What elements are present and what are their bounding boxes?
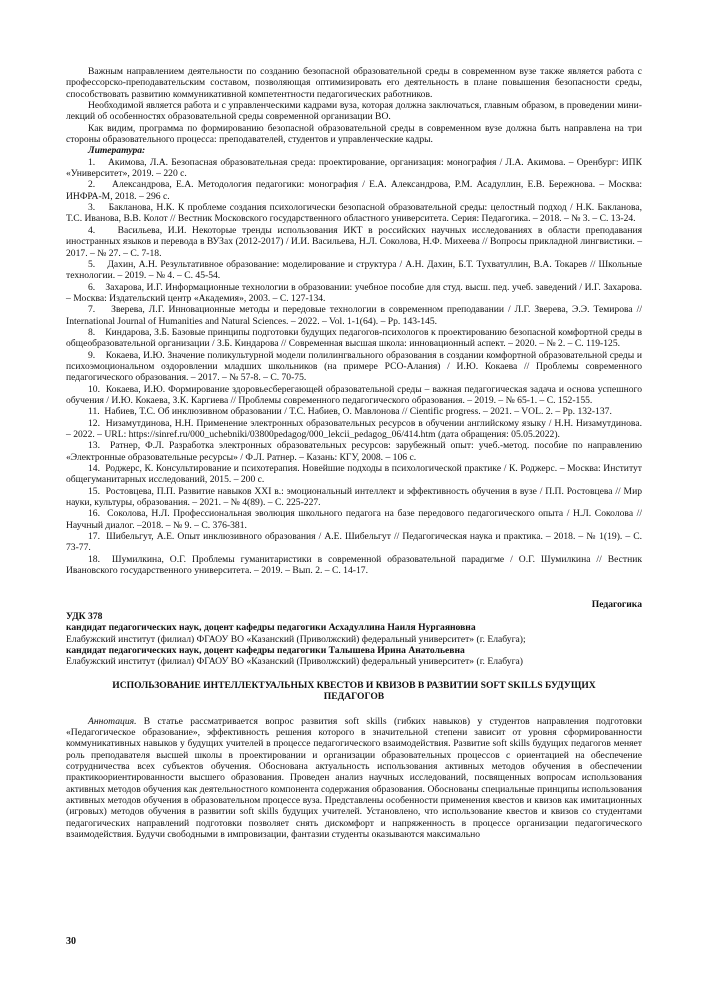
reference-item: 14. Роджерс, К. Консультирование и психотерапия. Новейшие подходы в психологической практике / К. Роджерс. – Москва: Институт общегуманитарных исследований, 2015. – 200 с.	[66, 463, 642, 486]
reference-item: 4. Васильева, И.И. Некоторые тренды использования ИКТ в российских научных исследованиях в области преподавания иностранных языков и перевода в ВУЗах (2012-2017) / И.И. Васильева, Н.Л. Соколова, Н.Ф. Михеева // Вопросы прикладной лингвистики. – 2017. – № 27. – С. 7-18.	[66, 224, 642, 259]
reference-item: 16. Соколова, Н.Л. Профессиональная эволюция школьного педагога на базе передового педагогического опыта / Н.Л. Соколова // Научный диалог. –2018. – № 9. – С. 376-381.	[66, 508, 642, 531]
abstract-text: В статье рассматривается вопрос развития soft skills (гибких навыков) у студентов направления подготовки «Педагогическое образование», эффективность решения которого в значительной степени зависит от уровня сформированности коммуникативных навыков у будущих учителей в процессе педагогического взаимодействия. Развитие soft skills будущих педагогов меняет роль преподавателя высшей школы в проектировании и организации образовательных процессов с ориентацией на обеспечение сотрудничества всех субъектов обучения. Обоснована актуальность использования активных методов обучения в обеспечении практикоориентированности высшего образования. Проведен анализ научных исследований, посвященных вопросам использования активных методов обучения как деятельностного компонента содержания образования. Обоснованы специальные принципы использования активных методов обучения в образовательном процессе вуза. Представлены особенности применения квестов и квизов как имитационных (игровых) методов обучения в развитии soft skills будущих учителей. Установлено, что использование квестов и квизов со студентами педагогических направлений подготовки позволяет снять дискомфорт и напряженность в процессе организации педагогического взаимодействия. Будучи свободными в импровизации, фантазии студенты оказываются максимально	[66, 715, 642, 841]
intro-paragraph: Важным направлением деятельности по созданию безопасной образовательной среды в современном вузе также является работа с профессорско-преподавательским составом, позволяющая оптимизировать его деятельность в плане повышения безопасности среды, способствовать развитию коммуникативной компетентности педагогических работников.	[66, 66, 642, 100]
intro-paragraph: Необходимой является работа и с управленческими кадрами вуза, которая должна заключаться, главным образом, в проведении мини-лекций об особенностях образовательной среды современной организации ВО.	[66, 100, 642, 123]
reference-item: 15. Ростовцева, П.П. Развитие навыков XXI в.: эмоциональный интеллект и эффективность обучения в вузе / П.П. Ростовцева // Мир науки, культуры, образования. – 2021. – № 4(89). – С. 225-227.	[66, 485, 642, 509]
reference-item: 6. Захарова, И.Г. Информационные технологии в образовании: учебное пособие для студ. высш. пед. учеб. заведений / И.Г. Захарова. – Москва: Издательский центр «Академия», 2003. – С. 127-134.	[66, 281, 642, 304]
page-body	[66, 66, 642, 841]
reference-item: 13. Ратнер, Ф.Л. Разработка электронных образовательных ресурсов: зарубежный опыт: учеб.-метод. пособие по направлению «Электронные образовательные ресурсы» / Ф.Л. Ратнер. – Казань: КГУ, 2008. – 106 с.	[66, 440, 642, 463]
author-affiliation: Елабужский институт (филиал) ФГАОУ ВО «Казанский (Приволжский) федеральный университет» (г. Елабуга)	[66, 656, 523, 668]
reference-item: 12. Низамутдинова, Н.Н. Применение электронных образовательных ресурсов в обучении английскому языку / Н.Н. Низамутдинова. – 2022. – URL: https://sinref.ru/000_uchebniki/03800pedagog/000_lekcii_pedagog_06/414.htm (дата обращения: 05.05.2022).	[66, 417, 642, 440]
author-affiliation: Елабужский институт (филиал) ФГАОУ ВО «Казанский (Приволжский) федеральный университет» (г. Елабуга);	[66, 633, 526, 645]
intro-paragraph: Как видим, программа по формированию безопасной образовательной среды в современном вузе должна быть направлена на три стороны образовательного процесса: преподавателей, студентов и управленческие кадры.	[66, 122, 642, 146]
reference-item: 11. Набиев, Т.С. Об инклюзивном образовании / Т.С. Набиев, О. Мавлонова // Cientific progress. – 2021. – VOL. 2. – Pp. 132-137.	[88, 406, 612, 418]
references-heading: Литература:	[88, 145, 146, 157]
reference-item: 7. Зверева, Л.Г. Инновационные методы и передовые технологии в современном преподавании / Л.Г. Зверева, Э.Э. Темирова // International Journal of Humanities and Natural Sciences. – 2022. – Vol. 1-1(64). – Pp. 143-145.	[66, 304, 642, 327]
reference-item: 8. Киндарова, З.Б. Базовые принципы подготовки будущих педагогов-психологов к проектированию безопасной комфортной среды в общеобразовательной организации / З.Б. Киндарова // Современная высшая школа: инновационный аспект. – 2020. – № 2. – С. 119-125.	[66, 326, 642, 350]
reference-item: 18. Шумилкина, О.Г. Проблемы гуманитаристики в современной образовательной парадигме / О.Г. Шумилкина // Вестник Ивановского государственного университета. – 2019. – Вып. 2. – С. 14-17.	[66, 553, 642, 577]
udc-code: УДК 378	[66, 610, 103, 622]
reference-item: 10. Кокаева, И.Ю. Формирование здоровьесберегающей образовательной среды – важная педагогическая задача и основа успешного обучения / И.Ю. Кокаева, З.К. Каргиева // Проблемы современного педагогического образования. – 2019. – № 65-1. – С. 152-155.	[66, 383, 642, 406]
reference-item: 2. Александрова, Е.А. Методология педагогики: монография / Е.А. Александрова, Р.М. Асадуллин, Е.В. Бережнова. – Москва: ИНФРА-М, 2018. – 296 с.	[66, 179, 642, 202]
author-name: кандидат педагогических наук, доцент кафедры педагогики Талышева Ирина Анатольевна	[66, 644, 465, 656]
reference-item: 9. Кокаева, И.Ю. Значение поликультурной модели полилингвального образования в создании комфортной образовательной среды и психоэмоциональном оздоровлении младших школьников (на примере РСО-Алания) / И.Ю. Кокаева // Проблемы современного педагогического образования. – 2017. – № 57-8. – С. 70-75.	[66, 349, 642, 384]
author-name: кандидат педагогических наук, доцент кафедры педагогики Асхадуллина Наиля Нургаяновна	[66, 622, 476, 634]
reference-item: 1. Акимова, Л.А. Безопасная образовательная среда: проектирование, организация: монография / Л.А. Акимова. – Оренбург: ИПК «Университет», 2019. – 220 с.	[66, 156, 642, 180]
abstract	[66, 716, 642, 841]
page-number: 30	[66, 936, 76, 947]
reference-item: 5. Дахин, А.Н. Результативное образование: моделирование и структура / А.Н. Дахин, Б.Т. Тухватуллин, В.А. Токарев // Школьные технологии. – 2019. – № 4. – С. 45-54.	[66, 258, 642, 282]
section-label: Педагогика	[591, 599, 642, 611]
article-title: ИСПОЛЬЗОВАНИЕ ИНТЕЛЛЕКТУАЛЬНЫХ КВЕСТОВ И КВИЗОВ В РАЗВИТИИ SOFT SKILLS БУДУЩИХ ПЕДАГОГОВ	[112, 679, 596, 703]
reference-item: 3. Бакланова, Н.К. К проблеме создания психологически безопасной образовательной среды: целостный подход / Н.К. Бакланова, Т.С. Иванова, В.В. Колот // Вестник Московского государственного областного университета. Серия: Педагогика. – 2018. – № 3. – С. 13-24.	[66, 202, 642, 225]
abstract-label: Аннотация.	[88, 715, 137, 727]
reference-item: 17. Шибельгут, А.Е. Опыт инклюзивного образования / А.Е. Шибельгут // Педагогическая наука и практика. – 2018. – № 1(19). – С. 73-77.	[66, 531, 642, 554]
references-list	[66, 157, 642, 577]
